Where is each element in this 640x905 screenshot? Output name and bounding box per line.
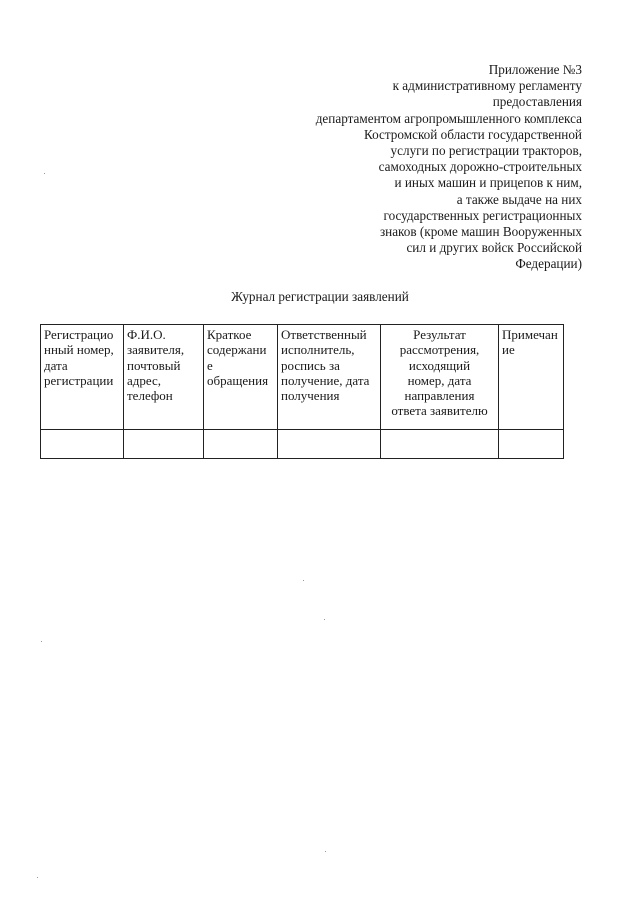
scan-speck xyxy=(41,641,42,642)
appendix-line: услуги по регистрации тракторов, xyxy=(390,143,582,159)
appendix-line: сил и других войск Российской xyxy=(406,240,582,256)
table-cell xyxy=(204,430,278,459)
table-cell xyxy=(41,430,124,459)
table-cell xyxy=(381,430,499,459)
appendix-header xyxy=(252,62,582,273)
appendix-line: и иных машин и прицепов к ним, xyxy=(394,175,582,191)
scan-speck xyxy=(324,619,325,620)
appendix-line: предоставления xyxy=(492,94,582,110)
column-header-registration-number: Регистрацио нный номер, дата регистрации xyxy=(41,325,124,430)
table-row xyxy=(41,430,564,459)
appendix-line: к административному регламенту xyxy=(392,78,582,94)
table-cell xyxy=(124,430,204,459)
column-header-result: Результат рассмотрения, исходящий номер, дата направления ответа заявителю xyxy=(381,325,499,430)
table-header-row xyxy=(41,325,564,430)
table-cell xyxy=(499,430,564,459)
appendix-line: Федерации) xyxy=(515,256,582,272)
appendix-line: государственных регистрационных xyxy=(383,207,582,223)
scan-speck xyxy=(303,580,304,581)
appendix-line: знаков (кроме машин Вооруженных xyxy=(379,224,582,240)
journal-title: Журнал регистрации заявлений xyxy=(231,289,409,304)
scan-speck xyxy=(44,173,45,174)
column-header-notes: Примечан ие xyxy=(499,325,564,430)
scan-speck xyxy=(325,851,326,852)
appendix-line: а также выдаче на них xyxy=(456,191,582,207)
column-header-applicant: Ф.И.О. заявителя, почтовый адрес, телефон xyxy=(124,325,204,430)
appendix-line: департаментом агропромышленного комплекса xyxy=(315,110,582,126)
column-header-summary: Краткое содержани е обращения xyxy=(204,325,278,430)
appendix-line: Приложение №3 xyxy=(488,62,582,77)
appendix-line: самоходных дорожно-строительных xyxy=(378,159,582,175)
table-cell xyxy=(278,430,381,459)
appendix-line: Костромской области государственной xyxy=(363,126,582,142)
registration-table xyxy=(40,324,564,459)
column-header-executor: Ответственный исполнитель, роспись за получение, дата получения xyxy=(278,325,381,430)
scan-speck xyxy=(37,877,38,878)
